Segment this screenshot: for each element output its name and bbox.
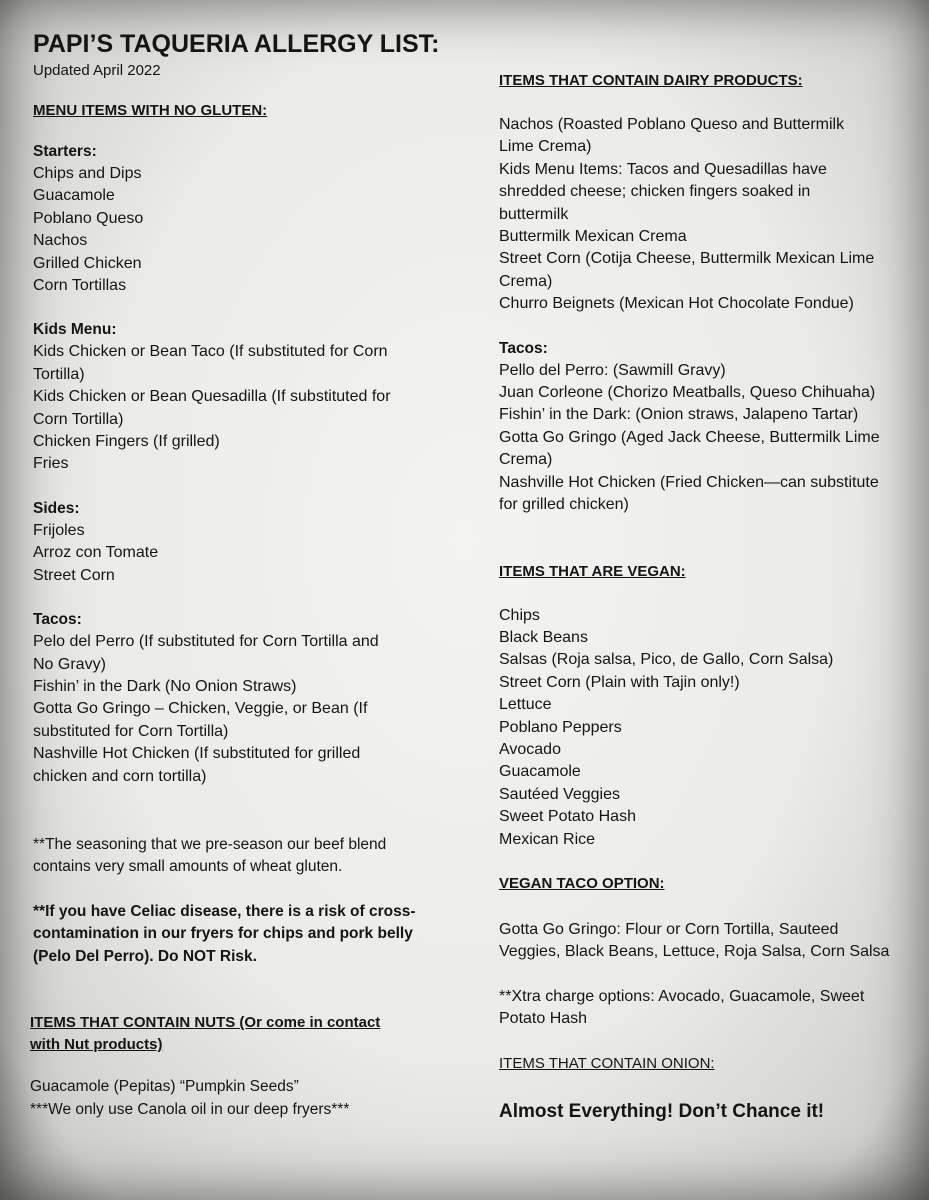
seasoning-note: **The seasoning that we pre-season our beef blend xyxy=(33,835,387,853)
list-item: buttermilk xyxy=(499,205,569,223)
extra-charge-note: Potato Hash xyxy=(499,1010,588,1028)
list-item: Nachos xyxy=(33,232,88,250)
list-item: chicken and corn tortilla) xyxy=(33,767,207,785)
list-item: Avocado xyxy=(499,740,561,758)
onion-heading: ITEMS THAT CONTAIN ONION: xyxy=(499,1054,715,1072)
sides-label: Sides: xyxy=(33,499,80,517)
updated-date: Updated April 2022 xyxy=(33,62,161,79)
list-item: Salsas (Roja salsa, Pico, de Gallo, Corn Salsa) xyxy=(499,651,834,669)
kids-menu-label: Kids Menu: xyxy=(33,321,117,339)
list-item: Nachos (Roasted Poblano Queso and Buttermilk xyxy=(499,116,845,133)
list-item: Guacamole xyxy=(33,187,115,205)
list-item: Arroz con Tomate xyxy=(33,544,159,562)
left-column xyxy=(30,28,453,1121)
list-item: Kids Chicken or Bean Quesadilla (If substituted for xyxy=(33,388,391,406)
list-item: Juan Corleone (Chorizo Meatballs, Queso Chihuaha) xyxy=(499,384,876,402)
list-item: Poblano Peppers xyxy=(499,718,622,736)
list-item: Gotta Go Gringo – Chicken, Veggie, or Bean (If xyxy=(33,700,368,718)
list-item: Kids Menu Items: Tacos and Quesadillas have xyxy=(499,160,827,178)
list-item: Fries xyxy=(33,455,69,473)
list-item: Mexican Rice xyxy=(499,830,596,848)
list-item: Fishin’ in the Dark: (Onion straws, Jalapeno Tartar) xyxy=(499,406,859,424)
list-item: Gotta Go Gringo (Aged Jack Cheese, Buttermilk Lime xyxy=(499,428,880,446)
list-item: Corn Tortilla) xyxy=(33,410,124,428)
nuts-heading: with Nut products) xyxy=(30,1036,163,1054)
tacos-label: Tacos: xyxy=(33,611,82,629)
list-item: Tortilla) xyxy=(33,365,85,383)
list-item: Churro Beignets (Mexican Hot Chocolate Fondue) xyxy=(499,295,854,313)
page-title: PAPI’S TAQUERIA ALLERGY LIST: xyxy=(33,30,440,58)
list-item: for grilled chicken) xyxy=(499,496,629,514)
list-item: Crema) xyxy=(499,451,553,469)
dairy-tacos-label: Tacos: xyxy=(499,339,548,357)
list-item: shredded cheese; chicken fingers soaked in xyxy=(499,183,811,201)
list-item: Black Beans xyxy=(499,628,588,646)
vegan-taco-text: Veggies, Black Beans, Lettuce, Roja Salsa, Corn Salsa xyxy=(499,943,890,961)
dairy-heading: ITEMS THAT CONTAIN DAIRY PRODUCTS: xyxy=(499,72,803,89)
list-item: Chips xyxy=(499,606,540,624)
list-item: Sweet Potato Hash xyxy=(499,808,636,826)
starters-label: Starters: xyxy=(33,143,97,160)
vegan-taco-heading: VEGAN TACO OPTION: xyxy=(499,874,665,892)
celiac-warning: **If you have Celiac disease, there is a risk of cross- xyxy=(33,902,416,920)
list-item: Nashville Hot Chicken (Fried Chicken—can substitute xyxy=(499,473,879,491)
nuts-heading: ITEMS THAT CONTAIN NUTS (Or come in contact xyxy=(30,1014,381,1032)
list-item: Street Corn (Cotija Cheese, Buttermilk Mexican Lime xyxy=(499,250,875,268)
list-item: Fishin’ in the Dark (No Onion Straws) xyxy=(33,677,297,695)
list-item: Buttermilk Mexican Crema xyxy=(499,228,687,246)
onion-warning: Almost Everything! Don’t Chance it! xyxy=(499,1100,825,1122)
list-item: Grilled Chicken xyxy=(33,254,142,272)
list-item: Street Corn xyxy=(33,566,115,584)
list-item: Lettuce xyxy=(499,696,552,714)
list-item: Nashville Hot Chicken (If substituted for grilled xyxy=(33,745,361,763)
list-item: Chips and Dips xyxy=(33,165,142,182)
list-item: Corn Tortillas xyxy=(33,277,127,295)
vegan-taco-text: Gotta Go Gringo: Flour or Corn Tortilla, Sauteed xyxy=(499,920,839,938)
list-item: Sautéed Veggies xyxy=(499,785,620,803)
list-item: Crema) xyxy=(499,272,553,290)
list-item: Guacamole (Pepitas) “Pumpkin Seeds” xyxy=(30,1078,299,1096)
list-item: Guacamole xyxy=(499,763,581,781)
list-item: substituted for Corn Tortilla) xyxy=(33,722,229,740)
list-item: Lime Crema) xyxy=(499,138,592,156)
list-item: Kids Chicken or Bean Taco (If substituted for Corn xyxy=(33,343,388,361)
list-item: ***We only use Canola oil in our deep fryers*** xyxy=(30,1100,350,1118)
celiac-warning: (Pelo Del Perro). Do NOT Risk. xyxy=(33,947,257,965)
vegan-heading: ITEMS THAT ARE VEGAN: xyxy=(499,562,686,580)
list-item: No Gravy) xyxy=(33,655,106,673)
list-item: Poblano Queso xyxy=(33,209,144,227)
seasoning-note: contains very small amounts of wheat gluten. xyxy=(33,858,343,876)
list-item: Pello del Perro: (Sawmill Gravy) xyxy=(499,361,726,379)
list-item: Pelo del Perro (If substituted for Corn Tortilla and xyxy=(33,633,379,651)
extra-charge-note: **Xtra charge options: Avocado, Guacamole, Sweet xyxy=(499,987,865,1005)
list-item: Chicken Fingers (If grilled) xyxy=(33,433,220,451)
list-item: Frijoles xyxy=(33,521,85,539)
celiac-warning: contamination in our fryers for chips and pork belly xyxy=(33,925,413,943)
right-column xyxy=(499,70,909,1125)
no-gluten-heading: MENU ITEMS WITH NO GLUTEN: xyxy=(33,102,268,119)
list-item: Street Corn (Plain with Tajin only!) xyxy=(499,673,740,691)
